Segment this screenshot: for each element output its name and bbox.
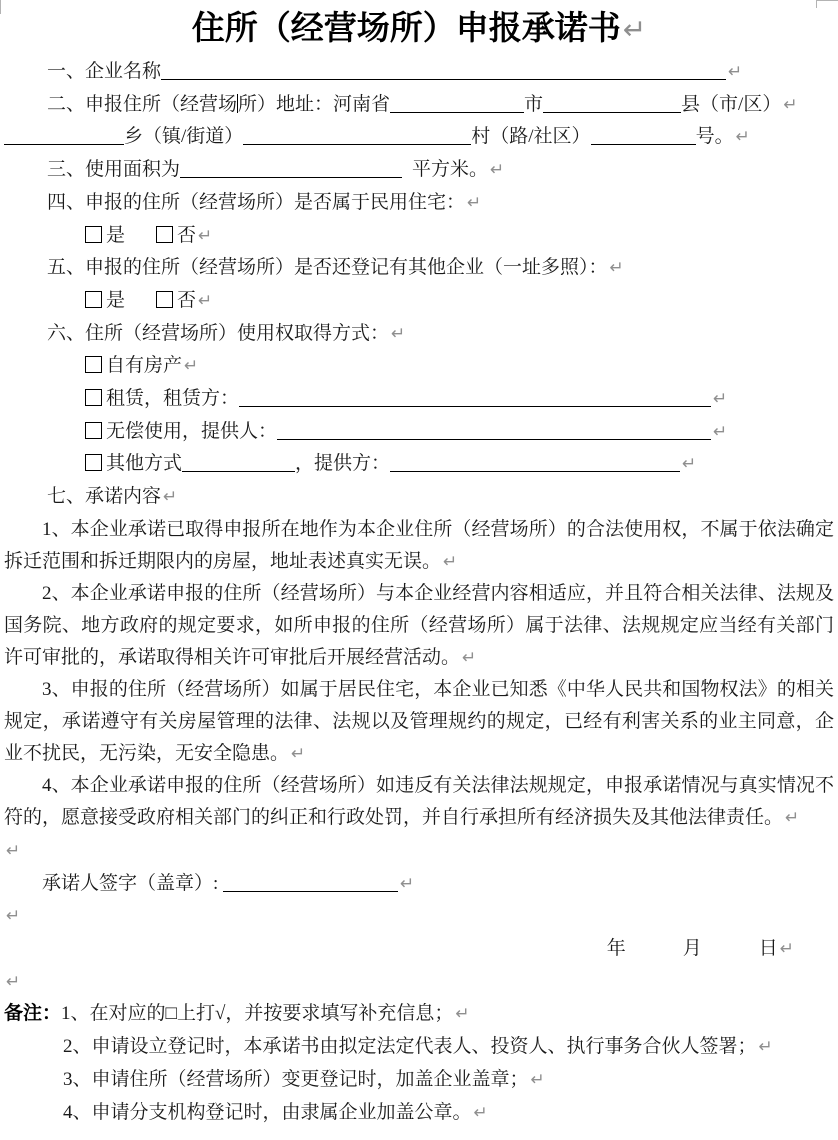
- note-item-4: 4、申请分支机构登记时，由隶属企业加盖公章。: [63, 1101, 472, 1123]
- note-item-3: 3、申请住所（经营场所）变更登记时，加盖企业盖章；: [63, 1068, 529, 1090]
- empty-line: [4, 835, 834, 868]
- village-name-field[interactable]: [243, 125, 471, 145]
- pilcrow-mark: ↵: [473, 1102, 488, 1123]
- multi-license-options: [4, 285, 834, 318]
- city-suffix-label: 市: [524, 93, 544, 115]
- no-label: 否: [177, 289, 197, 311]
- provider-party-field[interactable]: [390, 452, 680, 472]
- option-rent: [4, 383, 834, 416]
- commitment-paragraph-1: [4, 514, 834, 578]
- pilcrow-mark: ↵: [728, 62, 743, 82]
- pilcrow-mark: ↵: [622, 13, 647, 46]
- commitment-paragraph-4: [4, 770, 834, 834]
- item5-no-checkbox[interactable]: [156, 291, 173, 308]
- item5-yes-checkbox[interactable]: [85, 291, 102, 308]
- pilcrow-mark: ↵: [462, 647, 477, 668]
- village-suffix-label: 村（路/社区）: [471, 126, 591, 148]
- pilcrow-mark: ↵: [735, 127, 750, 148]
- pilcrow-mark: ↵: [783, 94, 798, 115]
- empty-line: [4, 900, 834, 933]
- signature-label: 承诺人签字（盖章）:: [42, 872, 224, 894]
- notes-label: 备注：: [4, 1003, 62, 1025]
- option-other: [4, 448, 834, 481]
- item4-no-checkbox[interactable]: [156, 226, 173, 243]
- form-line-address-1: [4, 89, 834, 122]
- pilcrow-mark: ↵: [467, 192, 482, 213]
- other-method-field[interactable]: [182, 452, 295, 472]
- number-suffix-label: 号。: [695, 126, 734, 148]
- rent-label: 租赁，租赁方：: [106, 388, 240, 410]
- own-property-label: 自有房产: [106, 355, 183, 377]
- pilcrow-mark: ↵: [713, 389, 728, 410]
- yes-label: 是: [106, 289, 126, 311]
- usage-right-label: 六、住所（经营场所）使用权取得方式：: [47, 322, 390, 344]
- page-title: [4, 4, 834, 56]
- pilcrow-mark: ↵: [198, 225, 213, 246]
- pilcrow-mark: ↵: [530, 1069, 545, 1090]
- pilcrow-mark: ↵: [779, 938, 794, 959]
- pilcrow-mark: ↵: [163, 487, 178, 508]
- pilcrow-mark: ↵: [682, 454, 697, 475]
- commitment-paragraph-3: [4, 674, 834, 770]
- provider-person-field[interactable]: [277, 420, 711, 440]
- pilcrow-mark: ↵: [291, 743, 306, 764]
- other-method-checkbox[interactable]: [85, 454, 102, 471]
- township-suffix-label: 乡（镇/街道）: [124, 126, 244, 148]
- day-label: 日: [758, 937, 778, 959]
- pilcrow-mark: ↵: [785, 808, 800, 829]
- form-line-multi-license: [4, 252, 834, 285]
- page-boundary-mark-top-left: [0, 0, 1, 14]
- township-name-field[interactable]: [4, 125, 124, 145]
- commitment-header-label: 七、承诺内容: [47, 486, 162, 508]
- year-label: 年: [606, 937, 626, 959]
- option-own-property: [4, 350, 834, 383]
- empty-line: [4, 966, 834, 999]
- address-label-part1: 二、申报住所（经营场: [47, 93, 238, 115]
- month-label: 月: [682, 937, 702, 959]
- address-label-part2: 所）地址：河南省: [238, 93, 391, 115]
- rent-checkbox[interactable]: [85, 389, 102, 406]
- notes-line-1: [4, 998, 834, 1031]
- county-suffix-label: 县（市/区）: [681, 93, 782, 115]
- option-free-use: [4, 416, 834, 449]
- multi-license-label: 五、申报的住所（经营场所）是否还登记有其他企业（一址多照）：: [47, 257, 608, 279]
- form-line-address-2: [4, 121, 834, 154]
- pilcrow-mark: ↵: [609, 258, 624, 279]
- pilcrow-mark: ↵: [443, 551, 458, 572]
- county-name-field[interactable]: [543, 93, 681, 113]
- pilcrow-mark: ↵: [758, 1037, 773, 1058]
- signature-field[interactable]: [223, 872, 398, 892]
- commitment-text-3: 3、申报的住所（经营场所）如属于居民住宅，本企业已知悉《中华人民共和国物权法》的相关规定，承诺遵守有关房屋管理的法律、法规以及管理规约的规定，已经有利害关系的业主同意，企业不扰民，无污染，无安全隐患。: [4, 679, 834, 764]
- lessor-field[interactable]: [239, 387, 711, 407]
- civil-residence-options: [4, 220, 834, 253]
- pilcrow-mark: ↵: [6, 906, 21, 927]
- notes-line-2: [4, 1031, 834, 1064]
- area-label: 三、使用面积为: [47, 159, 181, 181]
- area-unit-label: 平方米。: [412, 159, 489, 181]
- pilcrow-mark: ↵: [400, 873, 415, 894]
- form-line-commitment-header: [4, 481, 834, 514]
- form-line-area: [4, 154, 834, 187]
- city-name-field[interactable]: [390, 93, 524, 113]
- commitment-text-1: 1、本企业承诺已取得申报所在地作为本企业住所（经营场所）的合法使用权，不属于依法确定拆迁范围和拆迁期限内的房屋，地址表述真实无误。: [4, 518, 834, 572]
- date-line: [4, 933, 834, 966]
- form-line-civil-residence: [4, 187, 834, 220]
- area-field[interactable]: [180, 158, 402, 178]
- commitment-paragraph-2: [4, 578, 834, 674]
- pilcrow-mark: ↵: [6, 971, 21, 992]
- note-item-2: 2、申请设立登记时，本承诺书由拟定法定代表人、投资人、执行事务合伙人签署；: [63, 1036, 757, 1058]
- item4-yes-checkbox[interactable]: [85, 226, 102, 243]
- no-label: 否: [177, 224, 197, 246]
- street-number-field[interactable]: [591, 125, 696, 145]
- pilcrow-mark: ↵: [198, 290, 213, 311]
- signature-line: [4, 868, 834, 901]
- free-use-label: 无偿使用，提供人：: [106, 420, 278, 442]
- pilcrow-mark: ↵: [391, 323, 406, 344]
- other-method-label: 其他方式: [106, 453, 183, 475]
- pilcrow-mark: ↵: [490, 160, 505, 181]
- pilcrow-mark: ↵: [184, 356, 199, 377]
- pilcrow-mark: ↵: [713, 421, 728, 442]
- free-use-checkbox[interactable]: [85, 422, 102, 439]
- form-line-usage-right: [4, 318, 834, 351]
- civil-residence-label: 四、申报的住所（经营场所）是否属于民用住宅：: [47, 191, 466, 213]
- company-name-label: 一、企业名称: [47, 61, 162, 82]
- yes-label: 是: [106, 224, 126, 246]
- page-title-text: 住所（经营场所）申报承诺书: [191, 11, 621, 47]
- commitment-text-2: 2、本企业承诺申报的住所（经营场所）与本企业经营内容相适应，并且符合相关法律、法规及国务院、地方政府的规定要求，如所申报的住所（经营场所）属于法律、法规规定应当经有关部门许可审批的，承诺取得相关许可审批后开展经营活动。: [4, 583, 834, 668]
- pilcrow-mark: ↵: [455, 1004, 470, 1025]
- provider-party-label: ，提供方：: [295, 453, 391, 475]
- own-property-checkbox[interactable]: [85, 356, 102, 373]
- note-item-1: 1、在对应的□上打√，并按要求填写补充信息；: [61, 1003, 454, 1025]
- notes-line-4: [4, 1097, 834, 1130]
- pilcrow-mark: ↵: [6, 840, 21, 861]
- notes-line-3: [4, 1064, 834, 1097]
- page-boundary-mark-top-right: [816, 0, 838, 8]
- form-line-company-name: [4, 56, 834, 89]
- commitment-text-4: 4、本企业承诺申报的住所（经营场所）如违反有关法律法规规定，申报承诺情况与真实情况不符的，愿意接受政府相关部门的纠正和行政处罚，并自行承担所有经济损失及其他法律责任。: [4, 775, 834, 829]
- company-name-field[interactable]: [161, 60, 726, 80]
